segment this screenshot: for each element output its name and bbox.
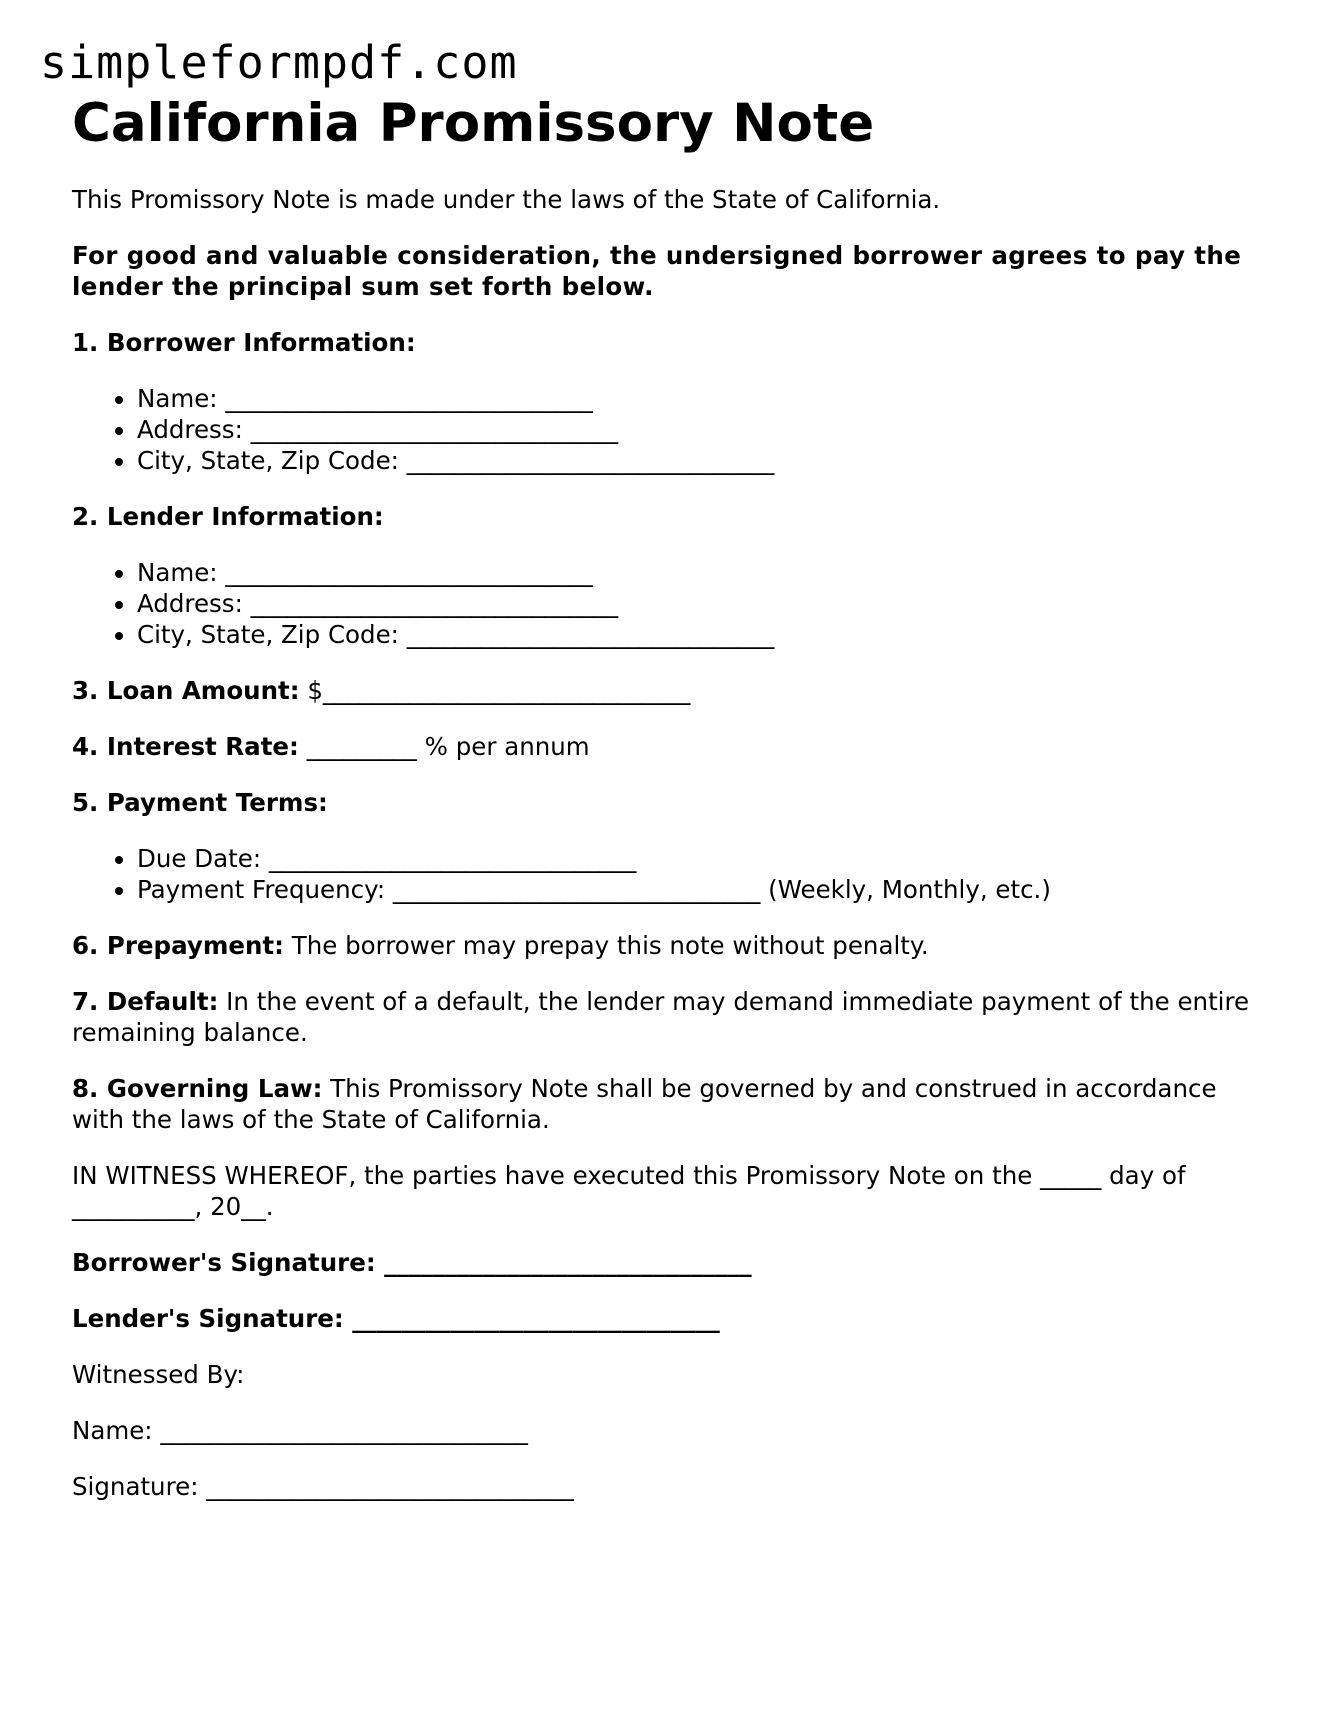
loan-amount-blank: $______________________________ [299, 676, 691, 705]
lender-signature-line: Lender's Signature: ______________________________ [72, 1304, 720, 1333]
lender-info-heading: 2. Lender Information: [72, 502, 384, 531]
intro-text: This Promissory Note is made under the laws of the State of California. [72, 185, 941, 214]
promissory-note-document [72, 94, 1272, 1502]
due-date-field: • Due Date: ______________________________ [137, 843, 1272, 874]
borrower-signature-line: Borrower's Signature: ______________________________ [72, 1248, 752, 1277]
witness-clause: IN WITNESS WHEREOF, the parties have executed this Promissory Note on the _____ day of __________, 20__. [72, 1161, 1186, 1221]
payment-terms-list [72, 843, 1272, 905]
default-label: 7. Default: [72, 987, 219, 1016]
borrower-city-state-zip-field: • City, State, Zip Code: ______________________________ [137, 445, 1272, 476]
witnessed-by-label: Witnessed By: [72, 1360, 245, 1389]
borrower-info-list [72, 383, 1272, 476]
interest-rate-line [72, 731, 1272, 762]
witness-signature-line: Signature: ______________________________ [72, 1472, 574, 1501]
payment-frequency-field: • Payment Frequency: ______________________________ (Weekly, Monthly, etc.) [137, 874, 1272, 905]
document-title: California Promissory Note [72, 93, 875, 154]
consideration-text: For good and valuable consideration, the undersigned borrower agrees to pay the lender the principal sum set forth below. [72, 241, 1242, 301]
loan-amount-line [72, 675, 1272, 706]
lender-name-field: • Name: ______________________________ [137, 557, 1272, 588]
governing-law-label: 8. Governing Law: [72, 1074, 323, 1103]
lender-info-list [72, 557, 1272, 650]
default-clause [72, 986, 1272, 1048]
governing-law-clause [72, 1073, 1272, 1135]
default-text: In the event of a default, the lender may demand immediate payment of the entire remaining balance. [72, 987, 1250, 1047]
borrower-address-field: • Address: ______________________________ [137, 414, 1272, 445]
lender-address-field: • Address: ______________________________ [137, 588, 1272, 619]
interest-rate-label: 4. Interest Rate: [72, 732, 299, 761]
prepayment-clause [72, 930, 1272, 961]
site-watermark: simpleformpdf.com [40, 36, 518, 89]
lender-city-state-zip-field: • City, State, Zip Code: ______________________________ [137, 619, 1272, 650]
witness-name-line: Name: ______________________________ [72, 1416, 528, 1445]
governing-law-text: This Promissory Note shall be governed by and construed in accordance with the laws of the State of California. [72, 1074, 1217, 1134]
interest-rate-blank: _________ % per annum [298, 732, 590, 761]
payment-terms-heading: 5. Payment Terms: [72, 788, 328, 817]
prepayment-label: 6. Prepayment: [72, 931, 284, 960]
borrower-name-field: • Name: ______________________________ [137, 383, 1272, 414]
loan-amount-label: 3. Loan Amount: [72, 676, 300, 705]
borrower-info-heading: 1. Borrower Information: [72, 328, 416, 357]
prepayment-text: The borrower may prepay this note without penalty. [283, 931, 929, 960]
